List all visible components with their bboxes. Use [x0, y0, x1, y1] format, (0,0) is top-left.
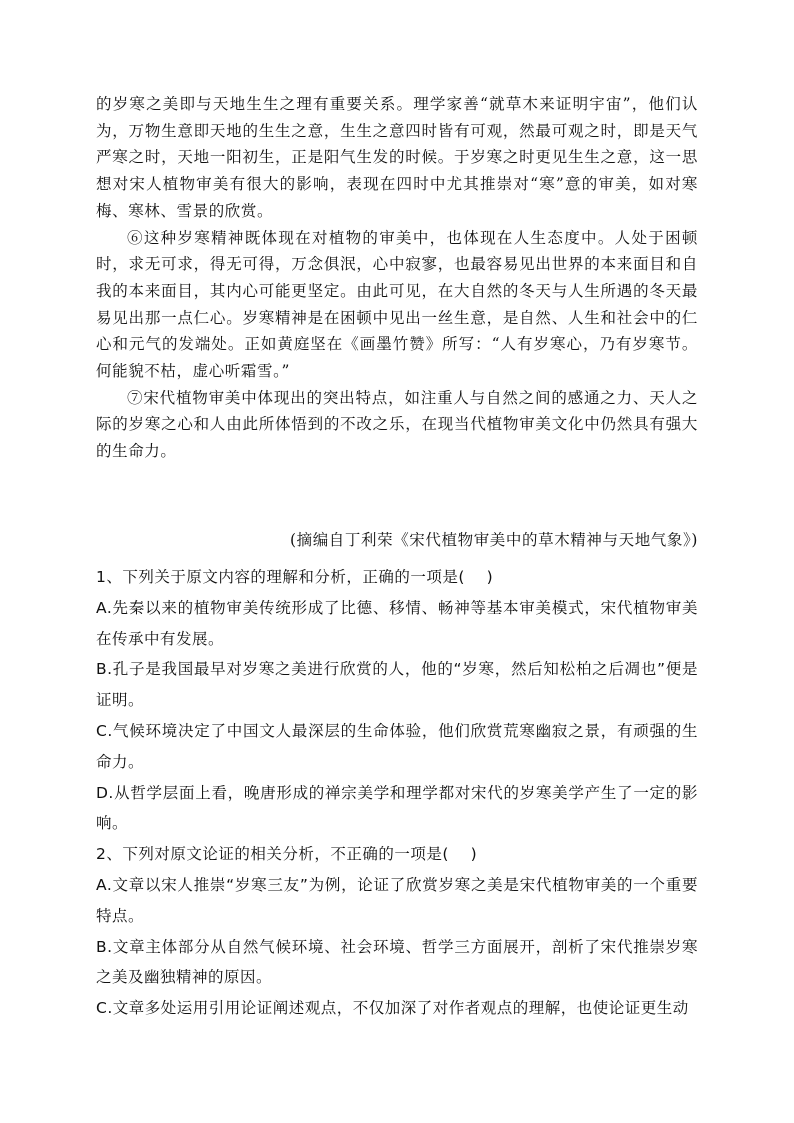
question-1-text: 1、下列关于原文内容的理解和分析，正确的一项是( — [96, 568, 465, 586]
question-2-option-c: C.文章多处运用引用论证阐述观点，不仅加深了对作者观点的理解，也使论证更生动 — [96, 999, 689, 1018]
question-1-answer-blank: ) — [464, 568, 494, 586]
paragraph-6: ⑥这种岁寒精神既体现在对植物的审美中，也体现在人生态度中。人处于困顿时，求无可求，得无可得，万念俱泯，心中寂寥，也最容易见出世界的本来面目和自我的本来面目，其内心可能更坚定。由此可见，在大自然的冬天与人生所遇的冬天最易见出那一点仁心。岁寒精神是在困顿中见出一丝生意，是自然、人生和社会中的仁心和元气的发端处。正如黄庭坚在《画墨竹赞》所写：“人有岁寒心，乃有岁寒节。何能貌不枯，虚心听霜雪。” — [96, 228, 698, 381]
paragraph-continued: 的岁寒之美即与天地生生之理有重要关系。理学家善“就草木来证明宇宙”，他们认为，万物生意即天地的生生之意，生生之意四时皆有可观，然最可观之时，即是天气严寒之时，天地一阳初生，正是阳气生发的时候。于岁寒之时更见生生之意，这一思想对宋人植物审美有很大的影响，表现在四时中尤其推崇对“寒”意的审美，如对寒梅、寒林、雪景的欣赏。 — [96, 95, 698, 220]
question-1-option-c: C.气候环境决定了中国文人最深层的生命体验，他们欣赏荒寒幽寂之景，有顽强的生命力。 — [96, 721, 698, 771]
article-excerpt — [96, 91, 698, 465]
question-2-answer-blank: ) — [448, 845, 478, 864]
paragraph-7: ⑦宋代植物审美中体现出的突出特点，如注重人与自然之间的感通之力、天人之际的岁寒之心和人由此所体悟到的不改之乐，在现当代植物审美文化中仍然具有强大的生命力。 — [96, 388, 698, 461]
question-1-stem — [96, 562, 698, 593]
question-1-option-b: B.孔子是我国最早对岁寒之美进行欣赏的人，他的“岁寒，然后知松柏之后凋也”便是证明。 — [96, 660, 698, 710]
question-section — [96, 562, 698, 1024]
question-2-stem — [96, 839, 698, 870]
question-1-option-a: A.先秦以来的植物审美传统形成了比德、移情、畅神等基本审美模式，宋代植物审美在传承中有发展。 — [96, 598, 698, 648]
question-1-option-d: D.从哲学层面上看，晚唐形成的禅宗美学和理学都对宋代的岁寒美学产生了一定的影响。 — [96, 783, 698, 833]
article-source: (摘编自丁利荣《宋代植物审美中的草木精神与天地气象》) — [289, 531, 698, 549]
question-2-option-b: B.文章主体部分从自然气候环境、社会环境、哲学三方面展开，剖析了宋代推崇岁寒之美及幽独精神的原因。 — [96, 937, 698, 987]
question-2-option-a: A.文章以宋人推崇“岁寒三友”为例，论证了欣赏岁寒之美是宋代植物审美的一个重要特点。 — [96, 875, 698, 925]
question-2-text: 2、下列对原文论证的相关分析，不正确的一项是( — [96, 845, 449, 864]
